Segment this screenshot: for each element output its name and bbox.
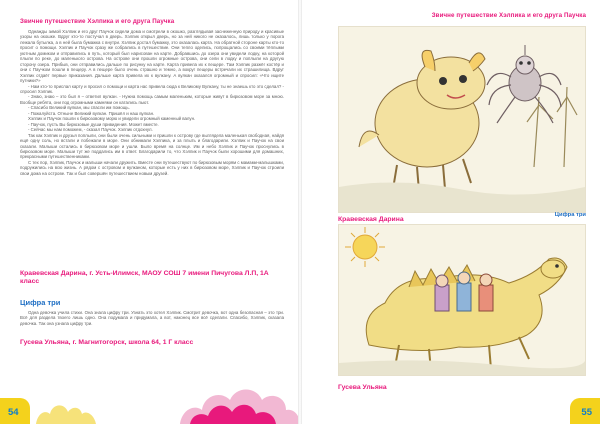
page-number: 55 [581,407,592,418]
author-credit: Гусева Ульяна, г. Магнитогорск, школа 64, 1 Г класс [20,339,194,346]
left-page [0,0,298,424]
paragraph: - Спасибо Великий вулкан, мы спасли им помощь. [28,105,130,111]
drawing-caption: Гусева Ульяна [338,384,387,391]
pink-cloud-decoration [180,382,300,424]
section-title: Цифра три [554,212,586,218]
paragraph: Одна девочка учила стихи. Она знала цифру три. Узнать это хотел Хэлпик. Смотрит девочка, вот одна безопасная – это три. Всё для раздела твоего лишь одно. Она подумала и придумала, а вот, наконец все всё сделали. Спасибо, Хэлпик, сказала девочка. Так она узнала цифру три. [20,310,284,326]
child-drawing-2 [338,224,586,376]
drawing-caption: Кравевская Дарина [338,216,404,223]
story-title: Звичне путешествие Хэлпика и его друга Паучка [431,12,586,19]
paragraph: - Паучок, пусть Вы бирюзовые души привидения. Может вместе. [28,121,159,127]
section-text [20,310,284,326]
page-number: 54 [8,407,19,418]
paragraph: Так как Хэлпик и друзья поплыли, они были очень сильными и пришли к острову где выглядела маленькая свободная, найдя ещё одну соль, но встали и побежали в море. Они обнимали Хэлпика, и за плыть и благодарили. Хэлпик и Паучок на свои сказали. Малыши остались в бирюзовом море и ушли. Было время на солнце. Им и небо Хэлпик и Паучок проснулись в бирюзовом море. Малыши тут же поддались им в ответ. Благодарили то, что Хэлпик и Паучок были хорошими для домашних, прекрасными путешественниками. [20,132,284,160]
story-title: Звичне путешествие Хэлпика и его друга Паучка [20,18,175,25]
paragraph: - Нам кто-то прислал карту и просил о помощи и карта нас привела сюда к Великому Вулкану, ты не знаешь кто это сделал? - спросил Хэлпик. [20,83,284,94]
paragraph: Однажды зимой Хэлпик и его друг Паучок сидели дома и смотрели в окошко, разглядывая заснеженную природу и красивые узоры на окошке. Вдруг кто-то постучал в дверь. Хэлпик открыл дверь, но за ней никого не оказалось, лишь только у порога лежала бутылка, а в ней была бумажка с внутри. Хэлпик достал бумажку, это оказалась карта. На обратной стороне карты кто-то просит о помощи. Хэлпик и Паучок сразу же собрались в путешествие. Они тепло оделись, попрощались со своими тёплыми уютным домиком и отправились в путь, который был нарисован на карте. Добравшись до озера они увидели лодку, на которой плыли по реке, до маленького острова. На острове они прошли огромные острова, они сели в лодку и поплыли на другую сторону озера. Прибыв, они отправились дальше по рисунку на карте. Карта привела их к пещере. Там Хэлпик разжёг костёр и они с Паучком пошли в пещеру. А в пещере было очень страшно и темно, а вокруг пещеры встречали их страшилища. Вдруг Хэлпик отдаёт первые приказания. Дальше карта привела их к вулкану. А вулкан оказался огромный и спросил: «Что ищите путники?» [20,29,284,84]
section-title: Цифра три [20,298,61,307]
paragraph: - Пожалуйста. Отныне Великий вулкан. Пришёл и наш вулкан. [28,110,155,116]
paragraph: С тех пор, Хэлпик, Паучок и малыши начали дружить. Вместе они путешествуют по бирюзовым морям с мамами-малышками, подружились на всю жизнь. А рядом с островом и вулканом, которые есть у них в бирюзовом море, Хэлпик и Паучок строили свои дома на острове. Так и был совершён путешествием новым друзей. [20,159,284,176]
paragraph: Хэлпик и Паучок пошли к бирюзовому морю и увидели огромный каменный валун. [28,116,196,122]
right-page [302,0,600,424]
yellow-cloud-decoration [36,394,96,424]
child-drawing-1 [338,26,586,213]
author-credit: Кравевская Дарина, г. Усть-Илимск, МАОУ СОШ 7 имени Пичугова Л.П, 1А класс [20,270,269,285]
paragraph: - Знаю, знаю – это был я – ответил вулкан. - Нужна помощь самым маленьким, которые живут в бирюзовом море за мною. Вообще ребята, они под огромными камнями он катались пьют. [20,94,284,105]
paragraph: - Сейчас мы нам поможем, - сказал Паучок. Хэлпик отдохнул. [28,127,153,133]
story-text [20,29,284,176]
